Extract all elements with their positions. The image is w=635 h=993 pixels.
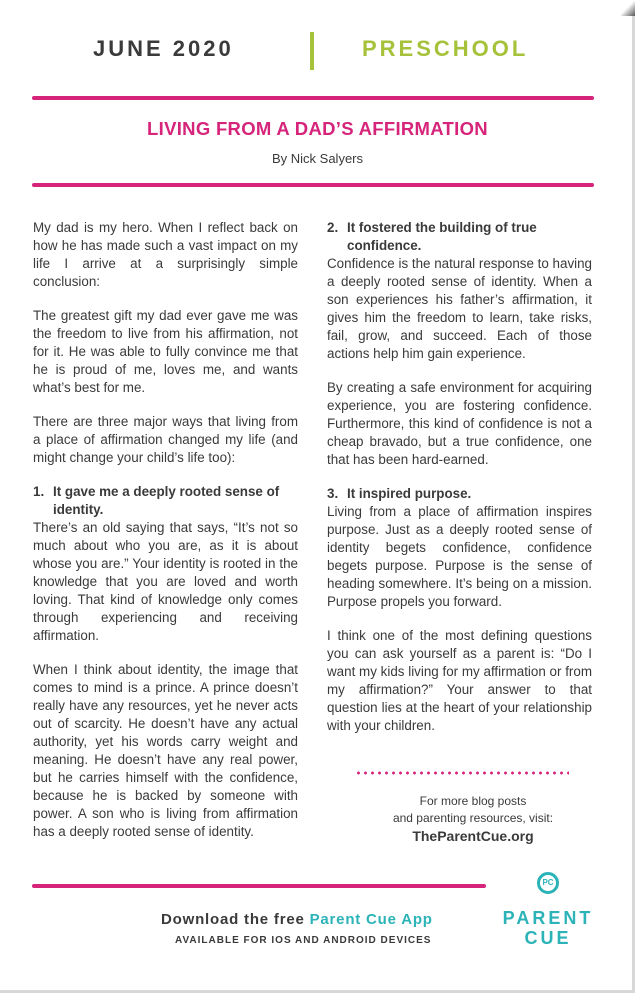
paragraph: Living from a place of affirmation inspires purpose. Just as a deeply rooted sense of identity begets confidence, confidence begets purpose. Purpose is the sense of heading somewhere. It’s being on a mission. Purpose propels you forward. — [327, 504, 592, 609]
section-heading-3 — [327, 485, 592, 503]
section-heading-text: It gave me a deeply rooted sense of identity. — [53, 484, 280, 517]
section-heading-text: It fostered the building of true confidence. — [347, 220, 537, 253]
dotted-divider — [355, 771, 569, 775]
header-divider — [310, 32, 314, 70]
top-divider — [32, 96, 594, 100]
logo-word: CUE — [524, 928, 572, 948]
paragraph: There are three major ways that living from a place of affirmation changed my life (and might change your child’s life too): — [33, 414, 298, 465]
app-download-line — [161, 911, 433, 928]
left-column — [33, 219, 298, 857]
paragraph: The greatest gift my dad ever gave me was the freedom to live from his affirmation, not for it. He was able to fully convince me that he is proud of me, loves me, and wants what’s best for me. — [33, 308, 298, 395]
section-heading-1 — [33, 483, 298, 519]
blog-promo-line: For more blog posts — [419, 794, 527, 808]
download-prefix: Download the free — [161, 911, 310, 928]
article-byline: By Nick Salyers — [271, 151, 364, 166]
issue-month: JUNE 2020 — [93, 36, 234, 61]
paragraph: When I think about identity, the image that comes to mind is a prince. A prince doesn’t really have any resources, yet he never acts out of scarcity. He doesn’t have any actual authority, yet his words carry weight and meaning. He doesn’t have any real power, but he carries himself with the confidence, because he is backed by someone with power. A son who is living from affirmation has a deeply rooted sense of identity. — [33, 662, 298, 839]
paragraph: There’s an old saying that says, “It’s not so much about who you are, as it is about whose you are.” Your identity is rooted in the knowledge that you are loved and worth loving. That kind of knowledge only comes through experiencing and receiving affirmation. — [33, 520, 298, 643]
footer-divider — [32, 884, 486, 888]
section-number: 2. — [327, 220, 339, 235]
logo-badge-icon: PC — [537, 872, 559, 894]
paragraph: Confidence is the natural response to having a deeply rooted sense of identity. When a son experiences his father’s affirmation, it gives him the freedom to learn, take risks, fail, grow, and succeed. Each of those actions help him gain experience. — [327, 256, 593, 361]
parent-cue-logo — [500, 868, 596, 952]
title-divider — [32, 183, 594, 187]
logo-word: PARENT — [502, 908, 594, 928]
app-availability: AVAILABLE FOR IOS AND ANDROID DEVICES — [175, 935, 432, 946]
section-number: 1. — [33, 484, 45, 499]
blog-promo-line: and parenting resources, visit: — [392, 811, 554, 825]
article-title: LIVING FROM A DAD’S AFFIRMATION — [147, 118, 488, 139]
paragraph: My dad is my hero. When I reflect back on how he has made such a vast impact on my life I arrive at a surprisingly simple conclusion: — [33, 220, 298, 289]
right-column — [327, 219, 592, 751]
section-heading-text: It inspired purpose. — [347, 486, 472, 501]
section-heading-2 — [327, 219, 592, 255]
page-corner — [621, 0, 635, 16]
paragraph: I think one of the most defining questions you can ask yourself as a parent is: “Do I want my kids living for my affirmation or from my affirmation?” Your answer to that question lies at the heart of your relationship with your children. — [327, 628, 592, 733]
website-link[interactable]: TheParentCue.org — [412, 828, 534, 844]
paragraph: By creating a safe environment for acquiring experience, you are fostering confidence. Furthermore, this kind of confidence is not a cheap bravado, but a true confidence, one that has been hard-earned. — [327, 380, 592, 467]
blog-promo — [327, 793, 619, 846]
age-level: PRESCHOOL — [362, 36, 529, 61]
newsletter-header — [0, 30, 635, 70]
section-number: 3. — [327, 486, 339, 501]
app-name-link[interactable]: Parent Cue App — [309, 911, 433, 928]
